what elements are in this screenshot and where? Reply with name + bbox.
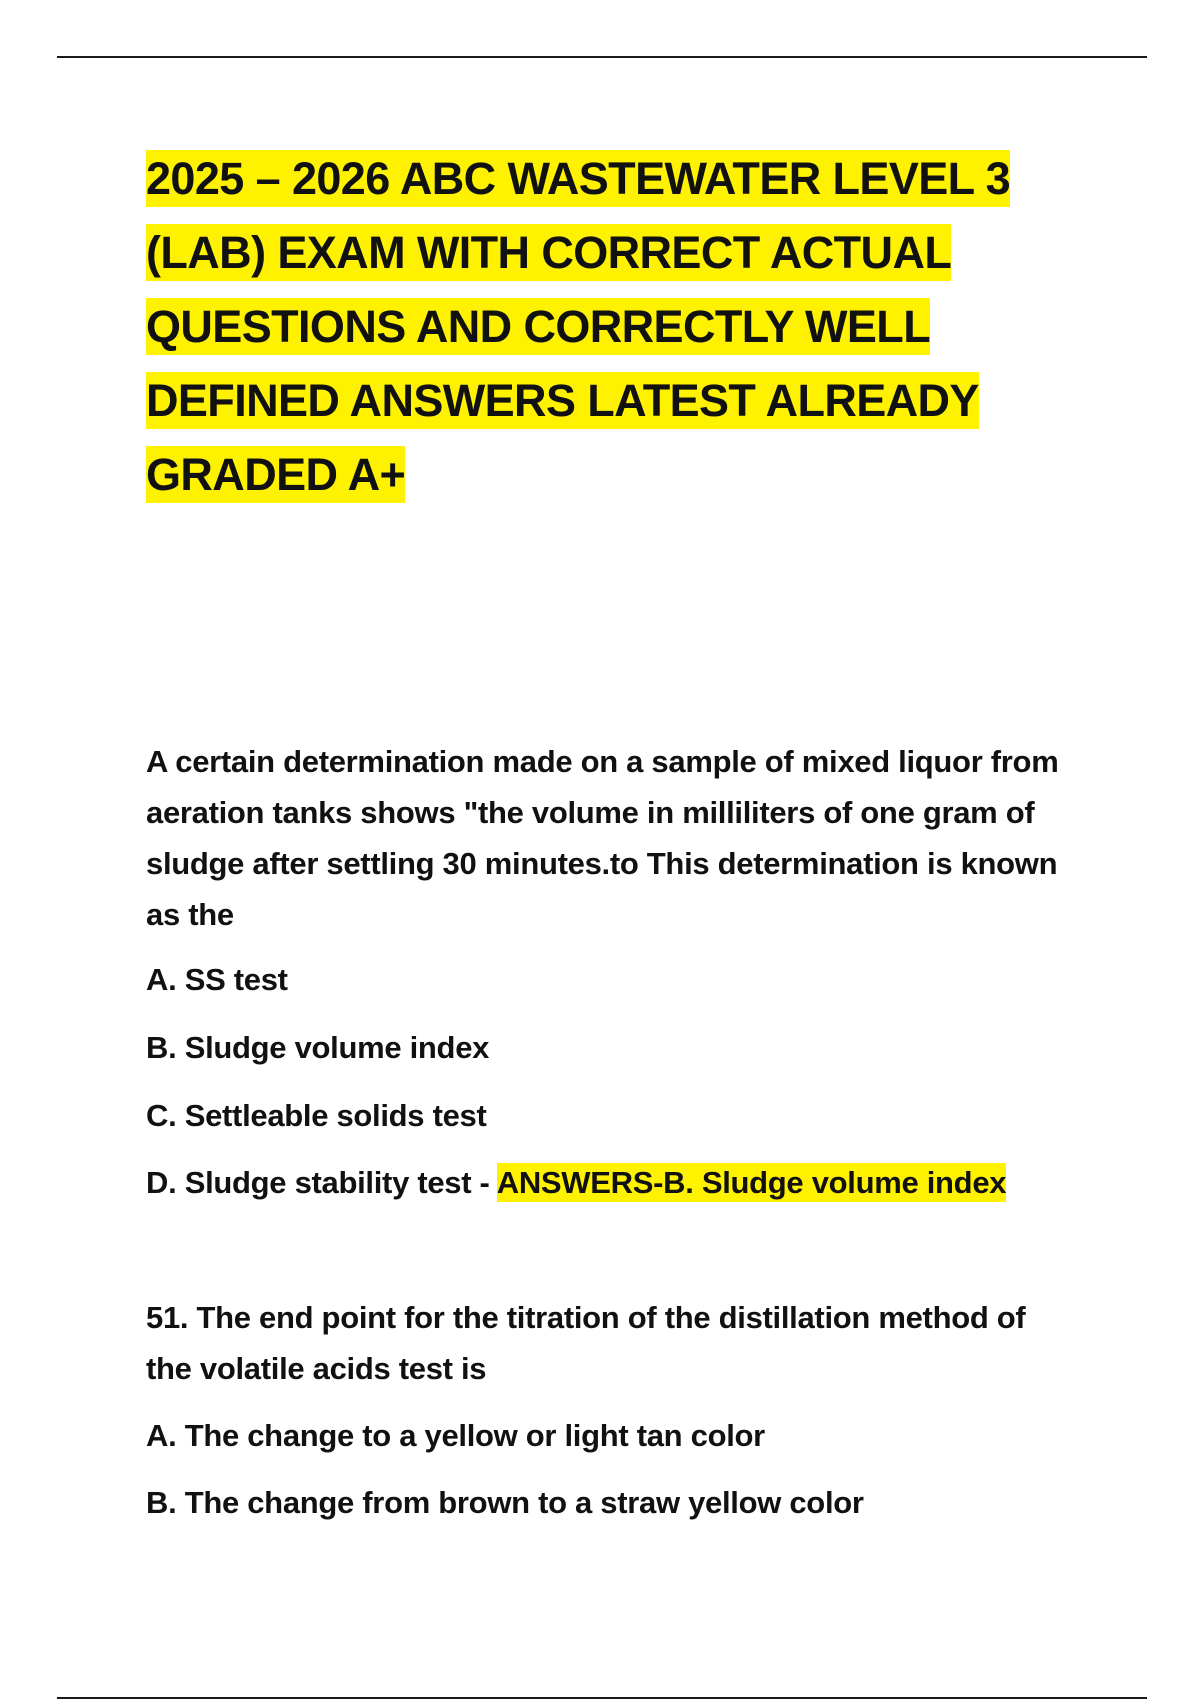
- question-1-option-a: A. SS test: [146, 962, 288, 997]
- top-rule: [57, 56, 1147, 58]
- question-1-text: A certain determination made on a sample of mixed liquor from aeration tanks shows "the volume in milliliters of one gram of sludge after settling 30 minutes.to This determination is known as the: [146, 744, 1059, 932]
- question-1-option-b: B. Sludge volume index: [146, 1030, 490, 1065]
- question-51-option-a: A. The change to a yellow or light tan color: [146, 1418, 765, 1453]
- question-1-option-d: [146, 1163, 1006, 1203]
- document-title: [146, 142, 1076, 512]
- question-1-option-c: C. Settleable solids test: [146, 1098, 487, 1133]
- answer-highlight: ANSWERS-B. Sludge volume index: [496, 1165, 1007, 1200]
- option-d-label: D. Sludge stability test -: [146, 1165, 497, 1200]
- question-51-text: 51. The end point for the titration of the distillation method of the volatile acids test is: [146, 1300, 1026, 1386]
- question-51-option-b: B. The change from brown to a straw yellow color: [146, 1485, 864, 1520]
- title-highlight: 2025 – 2026 ABC WASTEWATER LEVEL 3 (LAB) EXAM WITH CORRECT ACTUAL QUESTIONS AND CORRECTLY WELL DEFINED ANSWERS LATEST ALREADY GRADED A+: [146, 150, 1010, 503]
- bottom-rule: [57, 1697, 1147, 1699]
